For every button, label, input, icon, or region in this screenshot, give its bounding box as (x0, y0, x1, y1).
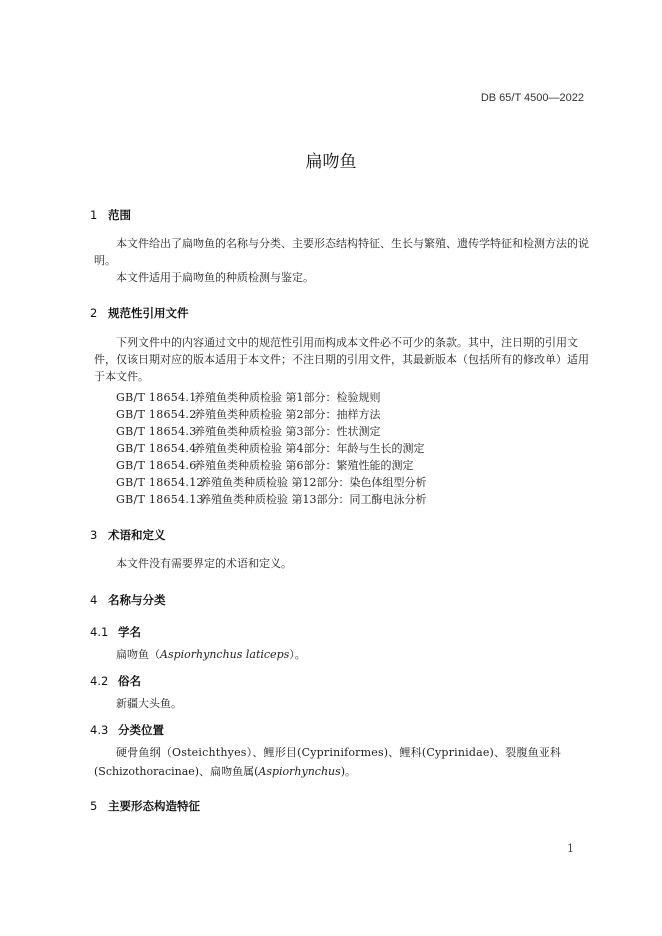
reference-title: 养殖鱼类种质检验 第4部分：年龄与生长的测定 (194, 442, 425, 455)
scientific-name-paragraph (94, 646, 590, 663)
reference-code: GB/T 18654.3 (116, 425, 197, 438)
section-number: 4 (90, 593, 98, 607)
reference-item (116, 406, 381, 422)
reference-code: GB/T 18654.2 (116, 408, 197, 421)
section-title: 规范性引用文件 (108, 306, 189, 320)
reference-item (116, 440, 425, 456)
reference-title: 养殖鱼类种质检验 第6部分：繁殖性能的测定 (194, 459, 414, 472)
reference-title: 养殖鱼类种质检验 第2部分：抽样方法 (194, 408, 381, 421)
reference-title: 养殖鱼类种质检验 第12部分：染色体组型分析 (200, 476, 427, 489)
section-title: 主要形态构造特征 (108, 799, 200, 813)
section-number: 1 (90, 208, 98, 222)
section-4-3-heading (90, 722, 164, 738)
paragraph: 新疆大头鱼。 (116, 697, 182, 710)
reference-title: 养殖鱼类种质检验 第1部分：检验规则 (194, 391, 381, 404)
reference-item (116, 474, 427, 490)
section-title: 名称与分类 (108, 593, 166, 607)
reference-title: 养殖鱼类种质检验 第13部分：同工酶电泳分析 (200, 493, 427, 506)
section-4-heading (90, 592, 166, 608)
document-number: DB 65/T 4500—2022 (480, 92, 584, 104)
section-3-heading (90, 527, 166, 543)
page-title: 扁吻鱼 (305, 152, 357, 172)
reference-item (116, 423, 381, 439)
reference-code: GB/T 18654.12 (116, 476, 204, 489)
section-number: 5 (90, 799, 98, 813)
section-title: 分类位置 (118, 723, 164, 737)
reference-title: 养殖鱼类种质检验 第3部分：性状测定 (194, 425, 381, 438)
paragraph: 本文件给出了扁吻鱼的名称与分类、主要形态结构特征、生长与繁殖、遗传学特征和检测方法的说明。 (94, 237, 589, 267)
section-2-heading (90, 305, 189, 321)
section-4-2-heading (90, 673, 141, 689)
section-5-heading (90, 798, 200, 814)
text-suffix: ）。 (289, 648, 306, 661)
reference-item (116, 491, 427, 507)
page-number: 1 (567, 842, 574, 855)
reference-code: GB/T 18654.6 (116, 459, 197, 472)
reference-item (116, 457, 414, 473)
paragraph: 本文件适用于扁吻鱼的种质检测与鉴定。 (116, 271, 314, 284)
section-title: 俗名 (118, 674, 141, 688)
latin-name: Aspiorhynchus laticeps (160, 648, 290, 661)
paragraph: 本文件没有需要界定的术语和定义。 (116, 557, 292, 570)
classification-line-2 (94, 763, 590, 780)
section-number: 4.3 (90, 723, 109, 737)
section-1-heading (90, 207, 131, 223)
paragraph: 下列文件中的内容通过文中的规范性引用而构成本文件必不可少的条款。其中，注日期的引用文件，仅该日期对应的版本适用于本文件；不注日期的引用文件，其最新版本（包括所有的修改单）适用于本文件。 (94, 336, 589, 383)
section-title: 学名 (118, 625, 141, 639)
section-title: 术语和定义 (108, 528, 166, 542)
reference-item (116, 389, 381, 405)
section-4-1-heading (90, 624, 141, 640)
genus-name: Aspiorhynchus (258, 765, 341, 778)
section-number: 3 (90, 528, 98, 542)
classification-line-1: 硬骨鱼纲（Osteichthyes）、鲤形目(Cypriniformes)、鲤科(Cyprinidae)、裂腹鱼亚科 (116, 746, 562, 759)
reference-code: GB/T 18654.13 (116, 493, 204, 506)
text-prefix: 扁吻鱼（ (116, 648, 160, 661)
reference-code: GB/T 18654.4 (116, 442, 197, 455)
section-number: 4.2 (90, 674, 109, 688)
text-suffix: )。 (340, 765, 357, 778)
section-number: 2 (90, 306, 98, 320)
reference-code: GB/T 18654.1 (116, 391, 197, 404)
text-prefix: (Schizothoracinae)、扁吻鱼属( (94, 765, 259, 778)
section-title: 范围 (108, 208, 131, 222)
section-number: 4.1 (90, 625, 109, 639)
